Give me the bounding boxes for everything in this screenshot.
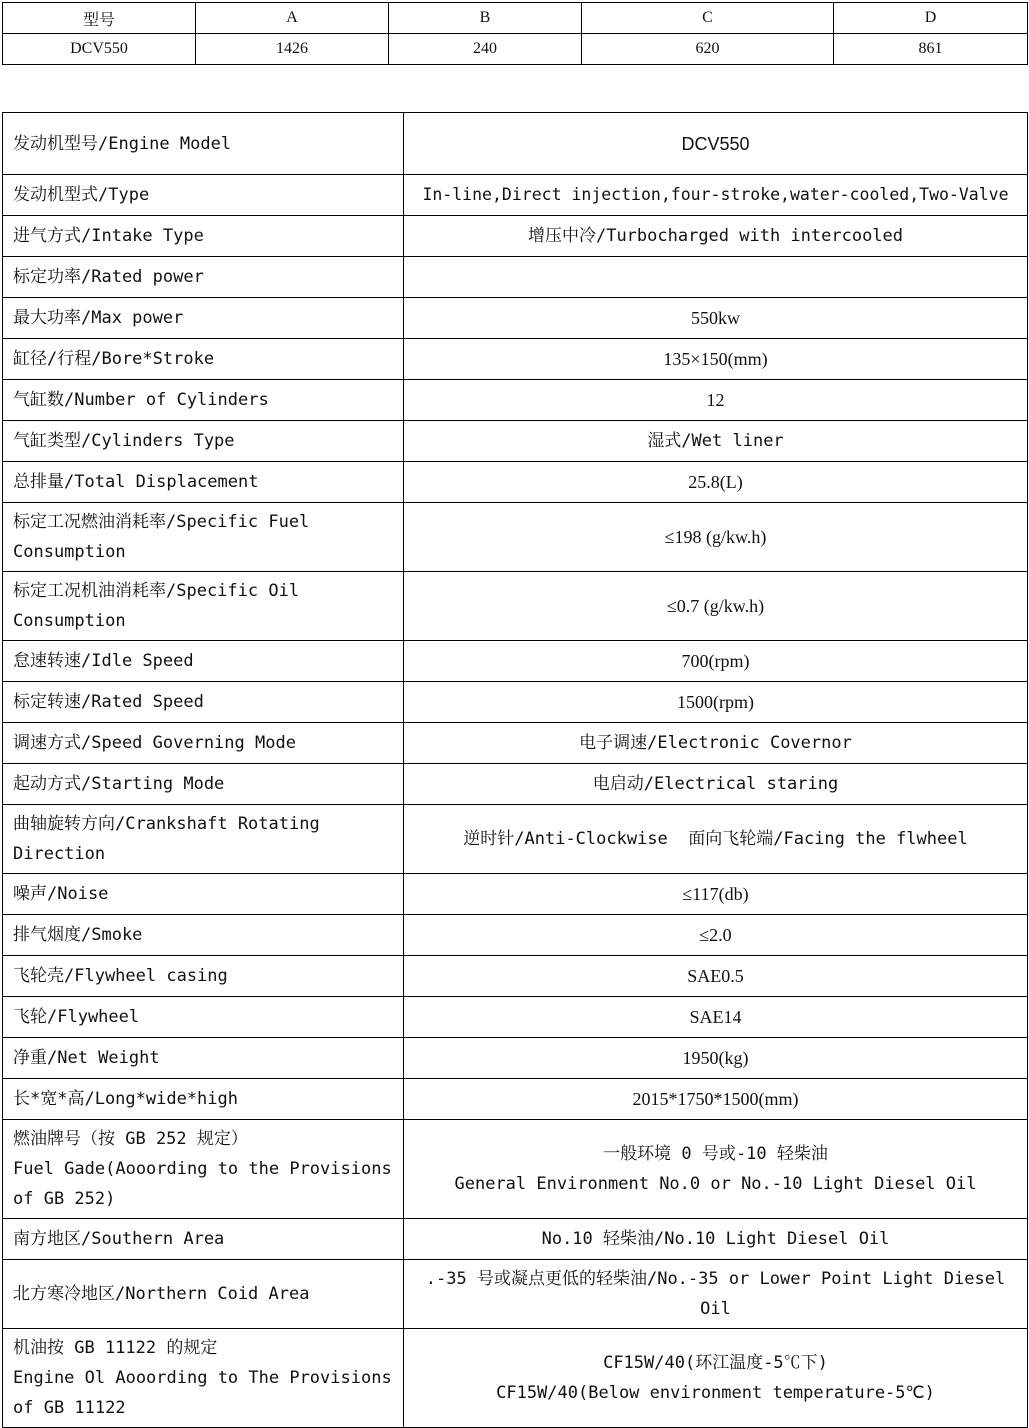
spec-row-northern: [3, 1260, 1028, 1329]
spec-row-rated-power: [3, 257, 1028, 298]
spec-label: 发动机型式/Type: [3, 175, 404, 216]
spec-value-line: CF15W/40(环江温度-5℃下): [603, 1353, 828, 1373]
spec-label: 气缸数/Number of Cylinders: [3, 380, 404, 421]
spec-row-governing: [3, 723, 1028, 764]
header-model: 型号: [3, 3, 196, 34]
spec-row-starting: [3, 764, 1028, 805]
spec-label: 发动机型号/Engine Model: [3, 113, 404, 175]
header-b: B: [389, 3, 582, 34]
spec-label-line: Direction: [13, 844, 106, 864]
spec-label-line: Engine Ol Aooording to The Provisions: [13, 1368, 392, 1388]
spec-row-intake: [3, 216, 1028, 257]
spec-value: 逆时针/Anti-Clockwise 面向飞轮端/Facing the flwheel: [404, 805, 1028, 874]
spec-label: 进气方式/Intake Type: [3, 216, 404, 257]
spec-label-line: 燃油牌号（按 GB 252 规定）: [13, 1129, 248, 1149]
dimension-header-row: [3, 3, 1028, 34]
spec-label: 排气烟度/Smoke: [3, 915, 404, 956]
spec-value: [404, 1329, 1028, 1428]
header-a: A: [196, 3, 389, 34]
spec-row-net-weight: [3, 1038, 1028, 1079]
spec-row-cylinder-type: [3, 421, 1028, 462]
spec-value: 1500(rpm): [404, 682, 1028, 723]
spec-label: 飞轮/Flywheel: [3, 997, 404, 1038]
spec-row-engine-model: [3, 113, 1028, 175]
spec-row-idle-speed: [3, 641, 1028, 682]
spec-label: 长*宽*高/Long*wide*high: [3, 1079, 404, 1120]
spec-value-line: General Environment No.0 or No.-10 Light Diesel Oil: [454, 1174, 977, 1194]
dim-a: 1426: [196, 34, 389, 65]
spec-row-fuel-consumption: [3, 503, 1028, 572]
spec-label: [3, 1120, 404, 1219]
spec-row-size: [3, 1079, 1028, 1120]
spec-value-line: 一般环境 0 号或-10 轻柴油: [603, 1144, 828, 1164]
spec-value: No.10 轻柴油/No.10 Light Diesel Oil: [404, 1219, 1028, 1260]
spec-row-max-power: [3, 298, 1028, 339]
spec-value: 550kw: [404, 298, 1028, 339]
spec-label-line: Fuel Gade(Aooording to the Provisions: [13, 1159, 392, 1179]
spec-label: 飞轮壳/Flywheel casing: [3, 956, 404, 997]
spec-value-line: CF15W/40(Below environment temperature-5℃): [496, 1383, 935, 1403]
spec-label-line: 标定工况燃油消耗率/Specific Fuel: [13, 512, 310, 532]
spec-value: 12: [404, 380, 1028, 421]
dim-c: 620: [582, 34, 834, 65]
spec-label: [3, 572, 404, 641]
spec-value: 增压中冷/Turbocharged with intercooled: [404, 216, 1028, 257]
spec-label-line: 标定工况机油消耗率/Specific Oil: [13, 581, 300, 601]
spec-label-line: 机油按 GB 11122 的规定: [13, 1338, 218, 1358]
dim-b: 240: [389, 34, 582, 65]
spec-label: 标定功率/Rated power: [3, 257, 404, 298]
spec-value: [404, 257, 1028, 298]
spec-row-noise: [3, 874, 1028, 915]
spec-value: In-line,Direct injection,four-stroke,water-cooled,Two-Valve: [404, 175, 1028, 216]
spec-row-fuel-grade: [3, 1120, 1028, 1219]
spec-value: ≤198 (g/kw.h): [404, 503, 1028, 572]
spec-value: 700(rpm): [404, 641, 1028, 682]
spec-value: [404, 1120, 1028, 1219]
header-c: C: [582, 3, 834, 34]
spec-row-bore-stroke: [3, 339, 1028, 380]
spec-row-type: [3, 175, 1028, 216]
spec-label-line: 曲轴旋转方向/Crankshaft Rotating: [13, 814, 320, 834]
spec-table: [2, 112, 1028, 1428]
spec-label: 气缸类型/Cylinders Type: [3, 421, 404, 462]
spec-label: 噪声/Noise: [3, 874, 404, 915]
spec-value: 湿式/Wet liner: [404, 421, 1028, 462]
spec-row-engine-oil: [3, 1329, 1028, 1428]
spec-label-line: Consumption: [13, 611, 126, 631]
dimension-table: [2, 2, 1028, 65]
spec-label-line: of GB 252): [13, 1189, 116, 1209]
spec-row-displacement: [3, 462, 1028, 503]
spec-row-cylinders: [3, 380, 1028, 421]
spec-label: 调速方式/Speed Governing Mode: [3, 723, 404, 764]
spec-row-rotation: [3, 805, 1028, 874]
spec-value: 1950(kg): [404, 1038, 1028, 1079]
spec-label: [3, 503, 404, 572]
spec-label: 最大功率/Max power: [3, 298, 404, 339]
spec-label: [3, 805, 404, 874]
spec-row-flywheel-casing: [3, 956, 1028, 997]
header-d: D: [834, 3, 1028, 34]
spec-label: 标定转速/Rated Speed: [3, 682, 404, 723]
spec-label-line: of GB 11122: [13, 1398, 126, 1418]
spec-value: 2015*1750*1500(mm): [404, 1079, 1028, 1120]
spec-row-rated-speed: [3, 682, 1028, 723]
spec-value: [404, 1260, 1028, 1329]
spec-value: 电子调速/Electronic Covernor: [404, 723, 1028, 764]
spec-label-line: Consumption: [13, 542, 126, 562]
spec-value: DCV550: [404, 113, 1028, 175]
spec-label: 南方地区/Southern Area: [3, 1219, 404, 1260]
spec-value: 25.8(L): [404, 462, 1028, 503]
spec-label: 怠速转速/Idle Speed: [3, 641, 404, 682]
spec-value: 电启动/Electrical staring: [404, 764, 1028, 805]
spec-value: ≤117(db): [404, 874, 1028, 915]
dimension-data-row: [3, 34, 1028, 65]
spec-row-southern: [3, 1219, 1028, 1260]
spec-label: 总排量/Total Displacement: [3, 462, 404, 503]
spec-value: ≤0.7 (g/kw.h): [404, 572, 1028, 641]
spec-value: ≤2.0: [404, 915, 1028, 956]
spec-row-flywheel: [3, 997, 1028, 1038]
spec-label: [3, 1329, 404, 1428]
spec-value-line: Oil: [700, 1299, 731, 1319]
spec-label: 净重/Net Weight: [3, 1038, 404, 1079]
spec-value: 135×150(mm): [404, 339, 1028, 380]
spec-value: SAE0.5: [404, 956, 1028, 997]
spec-row-oil-consumption: [3, 572, 1028, 641]
dim-d: 861: [834, 34, 1028, 65]
spec-row-smoke: [3, 915, 1028, 956]
spec-label: 起动方式/Starting Mode: [3, 764, 404, 805]
spec-label: 北方寒冷地区/Northern Coid Area: [3, 1260, 404, 1329]
spec-value-line: .-35 号或凝点更低的轻柴油/No.-35 or Lower Point Light Diesel: [425, 1269, 1006, 1289]
dim-model: DCV550: [3, 34, 196, 65]
spec-label: 缸径/行程/Bore*Stroke: [3, 339, 404, 380]
spec-value: SAE14: [404, 997, 1028, 1038]
